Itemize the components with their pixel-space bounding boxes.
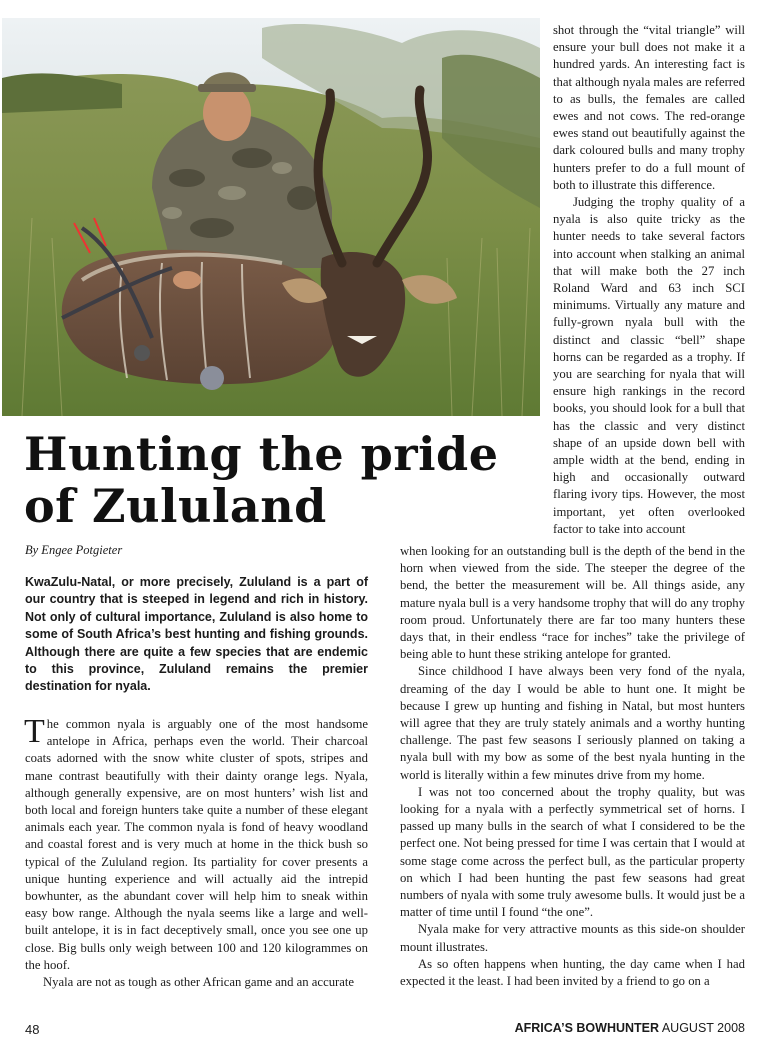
magazine-footer bbox=[515, 1021, 745, 1035]
magazine-name: AFRICA’S BOWHUNTER bbox=[514, 1021, 660, 1035]
paragraph: I was not too concerned about the trophy quality, but was looking for a nyala with a perfectly symmetrical set of horns. I passed up many bulls in the search of what I considered to be the perfect one. Not being pressed for time I was certain that I would at some stage come across the perfect bull, as the particular property on which I had been hunting the past few seasons had great numbers of nyala with some truly awesome bulls. It would just be a matter of time until I found “the one”. bbox=[400, 784, 745, 920]
paragraph-text: he common nyala is arguably one of the most handsome antelope in Africa, perhaps even the world. Their charcoal coats adorned with the snow white cluster of spots, stripes and mane contrast beautifully with their dainty orange legs. Nyala, although generally expensive, are on most hunters’ wish list and both local and foreign hunters take quite a number of these elegant animals each year. The common nyala is fond of heavy woodland and coastal forest and is very much at home in the thick bush so typical of the Zululand region. Its partiality for cover presents a unique hunting experience and will actually aid the intrepid bowhunter, as the abundant cover will help him to sneak within easy bow range. Although the nyala seems like a large and well-built antelope, it is in fact deceptively small, once you see one up close. Big bulls only weigh between 100 and 120 kilogrammes on the hoof. bbox=[25, 717, 368, 972]
paragraph: shot through the “vital triangle” will ensure your bull does not make it a hundred yards. An interesting fact is that although nyala males are referred to as bulls, the females are called ewes and not cows. The red-orange ewes stand out beautifully against the dark coloured bulls and many trophy hunters prefer to do a full mount of both to illustrate this difference. bbox=[553, 23, 745, 192]
left-body-column bbox=[24, 713, 368, 991]
drop-cap: T bbox=[24, 713, 45, 750]
headline-line-2: of Zululand bbox=[24, 479, 327, 533]
paragraph: when looking for an outstanding bull is the depth of the bend in the horn when viewed from the side. The steeper the degree of the bend, the better the measurement will be. All things aside, any mature nyala bull is a very handsome trophy that will do any trophy room proud. Unfortunately there are far too many hunters these days that, in their endless “race for inches” take the privilege of being able to hunt these striking antelope for granted. bbox=[400, 544, 745, 662]
paragraph: As so often happens when hunting, the day came when I had expected it the least. I had been invited by a friend to go on a bbox=[400, 956, 745, 989]
headline-line-1: Hunting the pride bbox=[24, 427, 499, 481]
intro-paragraph: KwaZulu-Natal, or more precisely, Zululand is a part of our country that is steeped in legend and rich in history. Not only of cultural importance, Zululand is also home to some of South Africa’s best hunting and fishing grounds. Although there are quite a few species that are endemic to this province, Zululand remains the premier destination for nyala. bbox=[25, 575, 368, 694]
page-number: 48 bbox=[25, 1022, 40, 1037]
article-headline bbox=[24, 428, 549, 532]
paragraph: Nyala are not as tough as other African game and an accurate bbox=[43, 975, 355, 990]
right-body-column bbox=[400, 543, 745, 990]
issue-date: AUGUST 2008 bbox=[661, 1021, 745, 1035]
paragraph bbox=[24, 713, 368, 974]
photo-caption: Nyala make for very attractive mounts as this side-on shoulder mount illustrates. bbox=[400, 922, 745, 954]
byline: By Engee Potgieter bbox=[25, 543, 123, 557]
paragraph: Since childhood I have always been very fond of the nyala, dreaming of the day I would be able to hunt one. It might be because I grew up hunting and fishing in Natal, but most hunters will agree that they are truly stately animals and a worthy hunting challenge. The past few seasons I seriously planned on taking a nyala bull with my bow as some of the best nyala hunting in the world is literally within a few minutes drive from my home. bbox=[400, 664, 745, 782]
paragraph: Judging the trophy quality of a nyala is also quite tricky as the hunter needs to take several factors into account when stalking an animal that will make both the 27 inch Roland Ward and 63 inch SCI minimums. Virtually any mature and fully-grown nyala bull with the distinct and classic “bell” shape horns can be regarded as a trophy. If you are searching for nyala that will ensure high rankings in the record books, you should look for a bull that has the classic and very distinct shape of an upside down bell with ample width at the bend, ending in high and occasionally outward flaring ivory tips. However, the most important, yet often overlooked factor to take into account bbox=[553, 195, 745, 536]
hunter-nyala-photo bbox=[2, 18, 540, 416]
right-column-top bbox=[553, 22, 745, 538]
